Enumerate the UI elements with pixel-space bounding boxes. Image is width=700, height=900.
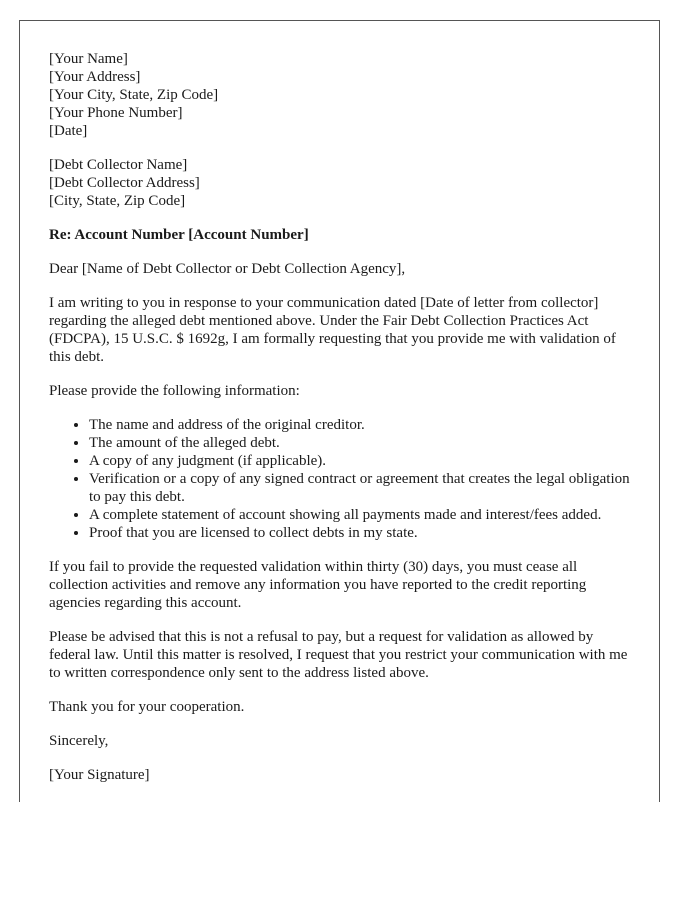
sender-city-state-zip: [Your City, State, Zip Code] [49,87,219,103]
recipient-address: [Debt Collector Address] [49,175,200,191]
sender-name: [Your Name] [49,51,128,67]
sender-address-block [49,50,630,140]
advisory-paragraph: Please be advised that this is not a refusal to pay, but a request for validation as allowed by federal law. Until this matter is resolved, I request that you restrict your communication with me to written correspondence only sent to the address listed above. [49,629,628,681]
salutation: Dear [Name of Debt Collector or Debt Collection Agency], [49,261,406,277]
list-item: • Proof that you are licensed to collect debts in my state. [89,524,630,542]
recipient-city-state-zip: [City, State, Zip Code] [49,193,186,209]
recipient-address-block [49,156,630,210]
letter-page [19,20,660,802]
intro-paragraph: I am writing to you in response to your communication dated [Date of letter from collector] regarding the alleged debt mentioned above. Under the Fair Debt Collection Practices Act (FDCPA), 15 U.S.C. $ 1692g, I am formally requesting that you provide me with validation of this debt. [49,295,616,365]
list-item: • The name and address of the original creditor. [89,416,630,434]
requested-items-list [49,416,630,542]
recipient-name: [Debt Collector Name] [49,157,188,173]
list-item: • The amount of the alleged debt. [89,434,630,452]
thanks-paragraph: Thank you for your cooperation. [49,699,245,715]
list-item: • A complete statement of account showing all payments made and interest/fees added. [89,506,630,524]
signature-line: [Your Signature] [49,767,150,783]
letter-date: [Date] [49,123,88,139]
consequence-paragraph: If you fail to provide the requested validation within thirty (30) days, you must cease all collection activities and remove any information you have reported to the credit reporting agencies regarding this account. [49,559,587,611]
sender-phone: [Your Phone Number] [49,105,183,121]
list-item: • A copy of any judgment (if applicable). [89,452,630,470]
closing: Sincerely, [49,733,109,749]
sender-address: [Your Address] [49,69,141,85]
subject-line: Re: Account Number [Account Number] [49,227,309,243]
list-item: • Verification or a copy of any signed contract or agreement that creates the legal obligation to pay this debt. [89,470,630,506]
list-intro-paragraph: Please provide the following information: [49,383,300,399]
